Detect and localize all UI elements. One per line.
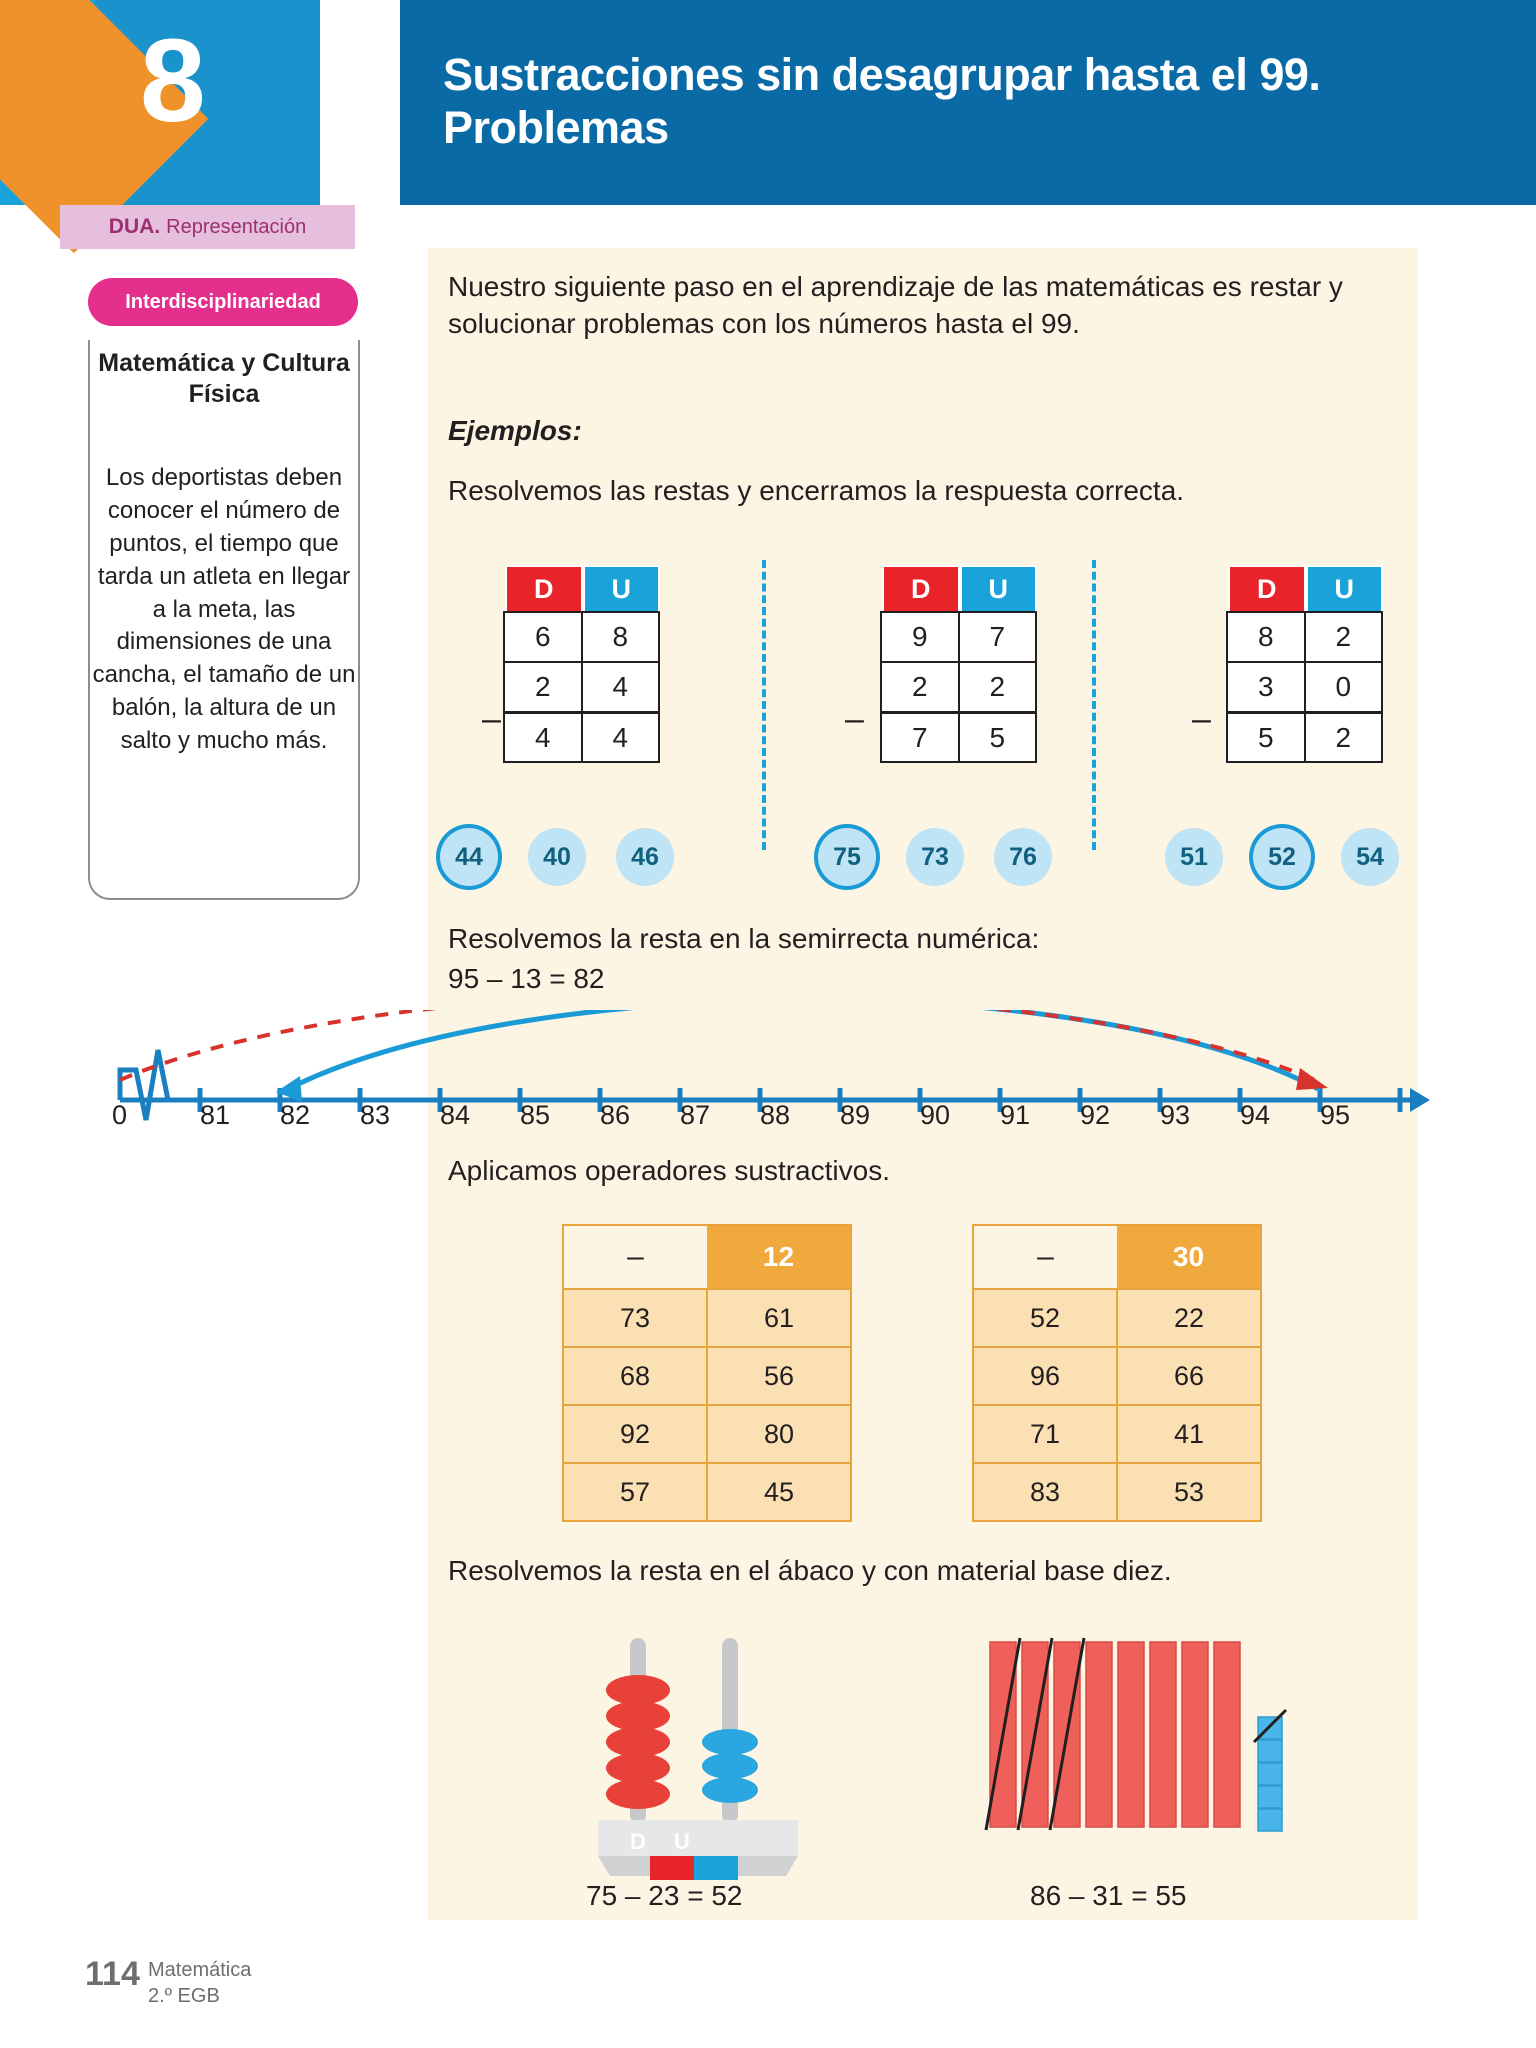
- table-row: [564, 1288, 850, 1346]
- answer-option[interactable]: 54: [1341, 828, 1399, 886]
- d-header: D: [505, 565, 583, 613]
- u-header: U: [583, 565, 661, 613]
- operator-input: 71: [974, 1404, 1118, 1462]
- u-header: U: [960, 565, 1038, 613]
- ejemplos-label: Ejemplos:: [448, 415, 582, 446]
- interdisciplinariedad-pill: [88, 278, 358, 326]
- operator-input: 57: [564, 1462, 708, 1520]
- operator-table-2: [972, 1224, 1262, 1522]
- answer-option[interactable]: 51: [1165, 828, 1223, 886]
- operator-output: 66: [1118, 1346, 1260, 1404]
- operadores-label: Aplicamos operadores sustractivos.: [448, 1155, 890, 1186]
- minuend-d: 6: [503, 611, 583, 663]
- operator-input: 68: [564, 1346, 708, 1404]
- d-header: D: [1228, 565, 1306, 613]
- interdisciplinariedad-label: Interdisciplinariedad: [125, 290, 321, 313]
- operator-input: 96: [974, 1346, 1118, 1404]
- page-number: 114: [85, 1955, 140, 1993]
- minuend-row: [882, 613, 1037, 663]
- du-header-2: [882, 565, 1037, 613]
- number-line-tick: 83: [360, 1100, 391, 1130]
- operator-amount: 12: [707, 1226, 850, 1288]
- table-row: [974, 1462, 1260, 1520]
- subtrahend-u: 2: [958, 661, 1038, 713]
- column-subtraction-3: [1228, 565, 1383, 763]
- subtrahend-row: [1228, 663, 1383, 713]
- minus-sign-1: –: [482, 700, 501, 738]
- table-row: [564, 1462, 850, 1520]
- minuend-u: 7: [958, 611, 1038, 663]
- unit-number: 8: [140, 15, 206, 147]
- result-u: 2: [1304, 711, 1384, 763]
- dua-bar: [60, 205, 355, 249]
- number-line-tick: 92: [1080, 1100, 1111, 1130]
- number-line-tick: 84: [440, 1100, 471, 1130]
- operator-output: 80: [708, 1404, 850, 1462]
- result-row: [1228, 713, 1383, 763]
- answer-option[interactable]: 52: [1253, 828, 1311, 886]
- subtrahend-row: [882, 663, 1037, 713]
- operator-header-1: [564, 1226, 850, 1288]
- operator-output: 61: [708, 1288, 850, 1346]
- subtrahend-row: [505, 663, 660, 713]
- number-line-tick: 88: [760, 1100, 791, 1130]
- number-line-tick: 93: [1160, 1100, 1191, 1130]
- operator-table-1: [562, 1224, 852, 1522]
- number-line-tick: 82: [280, 1100, 311, 1130]
- page-title: Sustracciones sin desagrupar hasta el 99. Problemas: [443, 49, 1321, 154]
- number-line-tick: 90: [920, 1100, 951, 1130]
- base-ten-equation: 86 – 31 = 55: [1030, 1880, 1187, 1911]
- table-row: [974, 1404, 1260, 1462]
- intro-paragraph: Nuestro siguiente paso en el aprendizaje de las matemáticas es restar y solucionar problemas con los números hasta el 99.: [448, 271, 1343, 340]
- dua-bold-label: DUA.: [108, 215, 161, 238]
- answer-option[interactable]: 73: [906, 828, 964, 886]
- minuend-row: [505, 613, 660, 663]
- minuend-row: [1228, 613, 1383, 663]
- answer-option[interactable]: 76: [994, 828, 1052, 886]
- table-row: [974, 1346, 1260, 1404]
- abacus-label-u: U: [674, 1829, 690, 1854]
- footer-subject: Matemática: [148, 1959, 252, 1981]
- number-line-tick: 87: [680, 1100, 711, 1130]
- operator-input: 73: [564, 1288, 708, 1346]
- operator-sign: –: [564, 1226, 707, 1288]
- operator-output: 45: [708, 1462, 850, 1520]
- du-header-3: [1228, 565, 1383, 613]
- table-row: [974, 1288, 1260, 1346]
- operator-output: 53: [1118, 1462, 1260, 1520]
- number-line-tick: 95: [1320, 1100, 1351, 1130]
- operator-header-2: [974, 1226, 1260, 1288]
- column-subtraction-2: [882, 565, 1037, 763]
- abacus-label-d: D: [630, 1829, 646, 1854]
- du-header-1: [505, 565, 660, 613]
- d-header: D: [882, 565, 960, 613]
- abacus-equation: 75 – 23 = 52: [586, 1880, 743, 1911]
- sidebar-text: Los deportistas deben conocer el número de puntos, el tiempo que tarda un atleta en llegar a la meta, las dimensiones de una cancha, el tamaño de un balón, la altura de un salto y mucho más.: [92, 464, 356, 754]
- subtrahend-d: 2: [880, 661, 960, 713]
- operator-input: 83: [974, 1462, 1118, 1520]
- minuend-u: 8: [581, 611, 661, 663]
- operator-output: 56: [708, 1346, 850, 1404]
- result-d: 7: [880, 711, 960, 763]
- minuend-d: 8: [1226, 611, 1306, 663]
- footer-level: 2.º EGB: [148, 1985, 220, 2007]
- result-u: 5: [958, 711, 1038, 763]
- semirrecta-equation: 95 – 13 = 82: [448, 963, 605, 994]
- semirrecta-label: Resolvemos la resta en la semirrecta numérica:: [448, 923, 1040, 954]
- operator-output: 41: [1118, 1404, 1260, 1462]
- answer-option[interactable]: 40: [528, 828, 586, 886]
- result-u: 4: [581, 711, 661, 763]
- result-d: 4: [503, 711, 583, 763]
- operator-input: 92: [564, 1404, 708, 1462]
- u-header: U: [1306, 565, 1384, 613]
- column-divider-1: [762, 560, 766, 850]
- table-row: [564, 1404, 850, 1462]
- abaco-label: Resolvemos la resta en el ábaco y con material base diez.: [448, 1555, 1172, 1586]
- column-subtraction-1: [505, 565, 660, 763]
- minuend-u: 2: [1304, 611, 1384, 663]
- number-line-zero: 0: [112, 1100, 128, 1130]
- number-line-tick: 94: [1240, 1100, 1271, 1130]
- column-divider-2: [1092, 560, 1096, 850]
- subtrahend-d: 2: [503, 661, 583, 713]
- number-line-tick: 86: [600, 1100, 631, 1130]
- minus-sign-3: –: [1192, 700, 1211, 738]
- result-d: 5: [1226, 711, 1306, 763]
- operator-output: 22: [1118, 1288, 1260, 1346]
- answer-option[interactable]: 75: [818, 828, 876, 886]
- number-line-tick: 81: [200, 1100, 231, 1130]
- sidebar-title: Matemática y Cultura Física: [98, 349, 350, 409]
- number-line-tick: 89: [840, 1100, 871, 1130]
- table-row: [564, 1346, 850, 1404]
- answer-option[interactable]: 44: [440, 828, 498, 886]
- footer-info: [148, 1957, 251, 2009]
- number-line-tick: 85: [520, 1100, 551, 1130]
- dua-rest-label: Representación: [166, 215, 307, 238]
- operator-sign: –: [974, 1226, 1117, 1288]
- operator-input: 52: [974, 1288, 1118, 1346]
- subtrahend-u: 0: [1304, 661, 1384, 713]
- number-line-tick: 91: [1000, 1100, 1031, 1130]
- answer-option[interactable]: 46: [616, 828, 674, 886]
- subtrahend-u: 4: [581, 661, 661, 713]
- base-ten-illustration: [980, 1632, 1300, 1882]
- operator-amount: 30: [1117, 1226, 1260, 1288]
- subtrahend-d: 3: [1226, 661, 1306, 713]
- result-row: [505, 713, 660, 763]
- resolvemos-restas-text: Resolvemos las restas y encerramos la respuesta correcta.: [448, 475, 1185, 506]
- minus-sign-2: –: [845, 700, 864, 738]
- minuend-d: 9: [880, 611, 960, 663]
- result-row: [882, 713, 1037, 763]
